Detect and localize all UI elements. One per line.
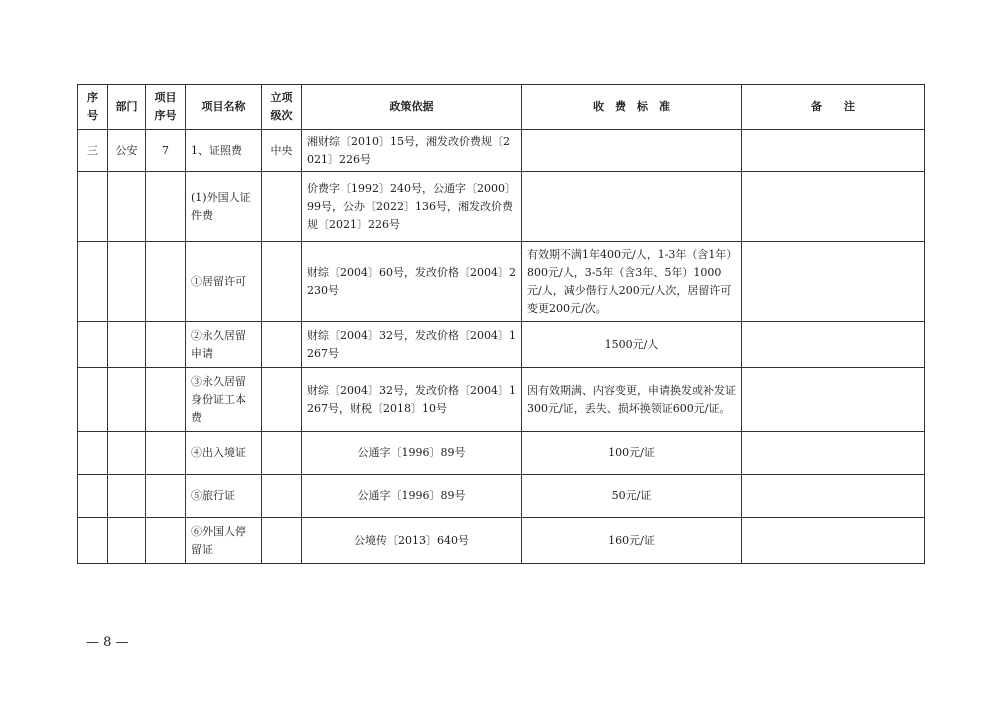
cell-level <box>262 322 302 368</box>
cell-note <box>742 475 925 518</box>
cell-level <box>262 432 302 475</box>
cell-seq <box>78 368 108 432</box>
header-item-seq: 项目序号 <box>146 85 186 130</box>
cell-standard <box>522 172 742 242</box>
cell-seq <box>78 242 108 322</box>
cell-standard: 100元/证 <box>522 432 742 475</box>
cell-item-name: (1)外国人证件费 <box>186 172 262 242</box>
cell-note <box>742 432 925 475</box>
cell-standard: 50元/证 <box>522 475 742 518</box>
table-row <box>78 368 925 432</box>
cell-dept <box>108 242 146 322</box>
cell-standard: 1500元/人 <box>522 322 742 368</box>
cell-standard: 因有效期满、内容变更，申请换发或补发证300元/证，丢失、损坏换领证600元/证。 <box>522 368 742 432</box>
cell-item-seq <box>146 475 186 518</box>
cell-level <box>262 475 302 518</box>
cell-note <box>742 242 925 322</box>
cell-seq <box>78 432 108 475</box>
header-row <box>78 85 925 130</box>
cell-policy: 公境传〔2013〕640号 <box>302 518 522 564</box>
cell-level <box>262 172 302 242</box>
cell-item-name: ④出入境证 <box>186 432 262 475</box>
cell-note <box>742 322 925 368</box>
cell-note <box>742 172 925 242</box>
cell-level: 中央 <box>262 130 302 172</box>
cell-item-seq <box>146 172 186 242</box>
cell-policy: 财综〔2004〕32号，发改价格〔2004〕1267号，财税〔2018〕10号 <box>302 368 522 432</box>
cell-seq <box>78 475 108 518</box>
table-row <box>78 432 925 475</box>
header-dept: 部门 <box>108 85 146 130</box>
cell-note <box>742 518 925 564</box>
cell-item-name: ②永久居留申请 <box>186 322 262 368</box>
cell-policy: 财综〔2004〕60号，发改价格〔2004〕2230号 <box>302 242 522 322</box>
header-note: 备 注 <box>742 85 925 130</box>
cell-policy: 价费字〔1992〕240号，公通字〔2000〕99号，公办〔2022〕136号，湘发改价费规〔2021〕226号 <box>302 172 522 242</box>
table-row <box>78 130 925 172</box>
cell-note <box>742 130 925 172</box>
cell-level <box>262 518 302 564</box>
cell-level <box>262 242 302 322</box>
header-seq: 序号 <box>78 85 108 130</box>
page-number: — 8 — <box>86 635 129 650</box>
header-level: 立项级次 <box>262 85 302 130</box>
cell-item-name: ⑥外国人停留证 <box>186 518 262 564</box>
cell-item-name: 1、证照费 <box>186 130 262 172</box>
cell-dept <box>108 475 146 518</box>
cell-dept <box>108 368 146 432</box>
cell-standard: 160元/证 <box>522 518 742 564</box>
cell-item-seq <box>146 518 186 564</box>
cell-policy: 公通字〔1996〕89号 <box>302 475 522 518</box>
cell-standard <box>522 130 742 172</box>
cell-item-name: ⑤旅行证 <box>186 475 262 518</box>
header-standard: 收 费 标 准 <box>522 85 742 130</box>
table-row <box>78 172 925 242</box>
cell-standard: 有效期不满1年400元/人，1-3年（含1年）800元/人，3-5年（含3年、5年）1000元/人，减少偕行人200元/人次，居留许可变更200元/次。 <box>522 242 742 322</box>
cell-item-seq <box>146 368 186 432</box>
table-row <box>78 322 925 368</box>
table-row <box>78 242 925 322</box>
header-item-name: 项目名称 <box>186 85 262 130</box>
cell-item-seq <box>146 242 186 322</box>
cell-policy: 湘财综〔2010〕15号，湘发改价费规〔2021〕226号 <box>302 130 522 172</box>
cell-dept <box>108 432 146 475</box>
cell-policy: 公通字〔1996〕89号 <box>302 432 522 475</box>
cell-dept <box>108 518 146 564</box>
cell-dept: 公安 <box>108 130 146 172</box>
cell-seq: 三 <box>78 130 108 172</box>
cell-policy: 财综〔2004〕32号，发改价格〔2004〕1267号 <box>302 322 522 368</box>
cell-level <box>262 368 302 432</box>
cell-note <box>742 368 925 432</box>
cell-seq <box>78 172 108 242</box>
cell-dept <box>108 322 146 368</box>
fee-table <box>77 84 925 564</box>
cell-dept <box>108 172 146 242</box>
header-policy: 政策依据 <box>302 85 522 130</box>
cell-item-seq: 7 <box>146 130 186 172</box>
cell-item-seq <box>146 432 186 475</box>
cell-item-name: ③永久居留身份证工本费 <box>186 368 262 432</box>
table-row <box>78 518 925 564</box>
cell-seq <box>78 518 108 564</box>
cell-item-seq <box>146 322 186 368</box>
table-row <box>78 475 925 518</box>
cell-seq <box>78 322 108 368</box>
cell-item-name: ①居留许可 <box>186 242 262 322</box>
